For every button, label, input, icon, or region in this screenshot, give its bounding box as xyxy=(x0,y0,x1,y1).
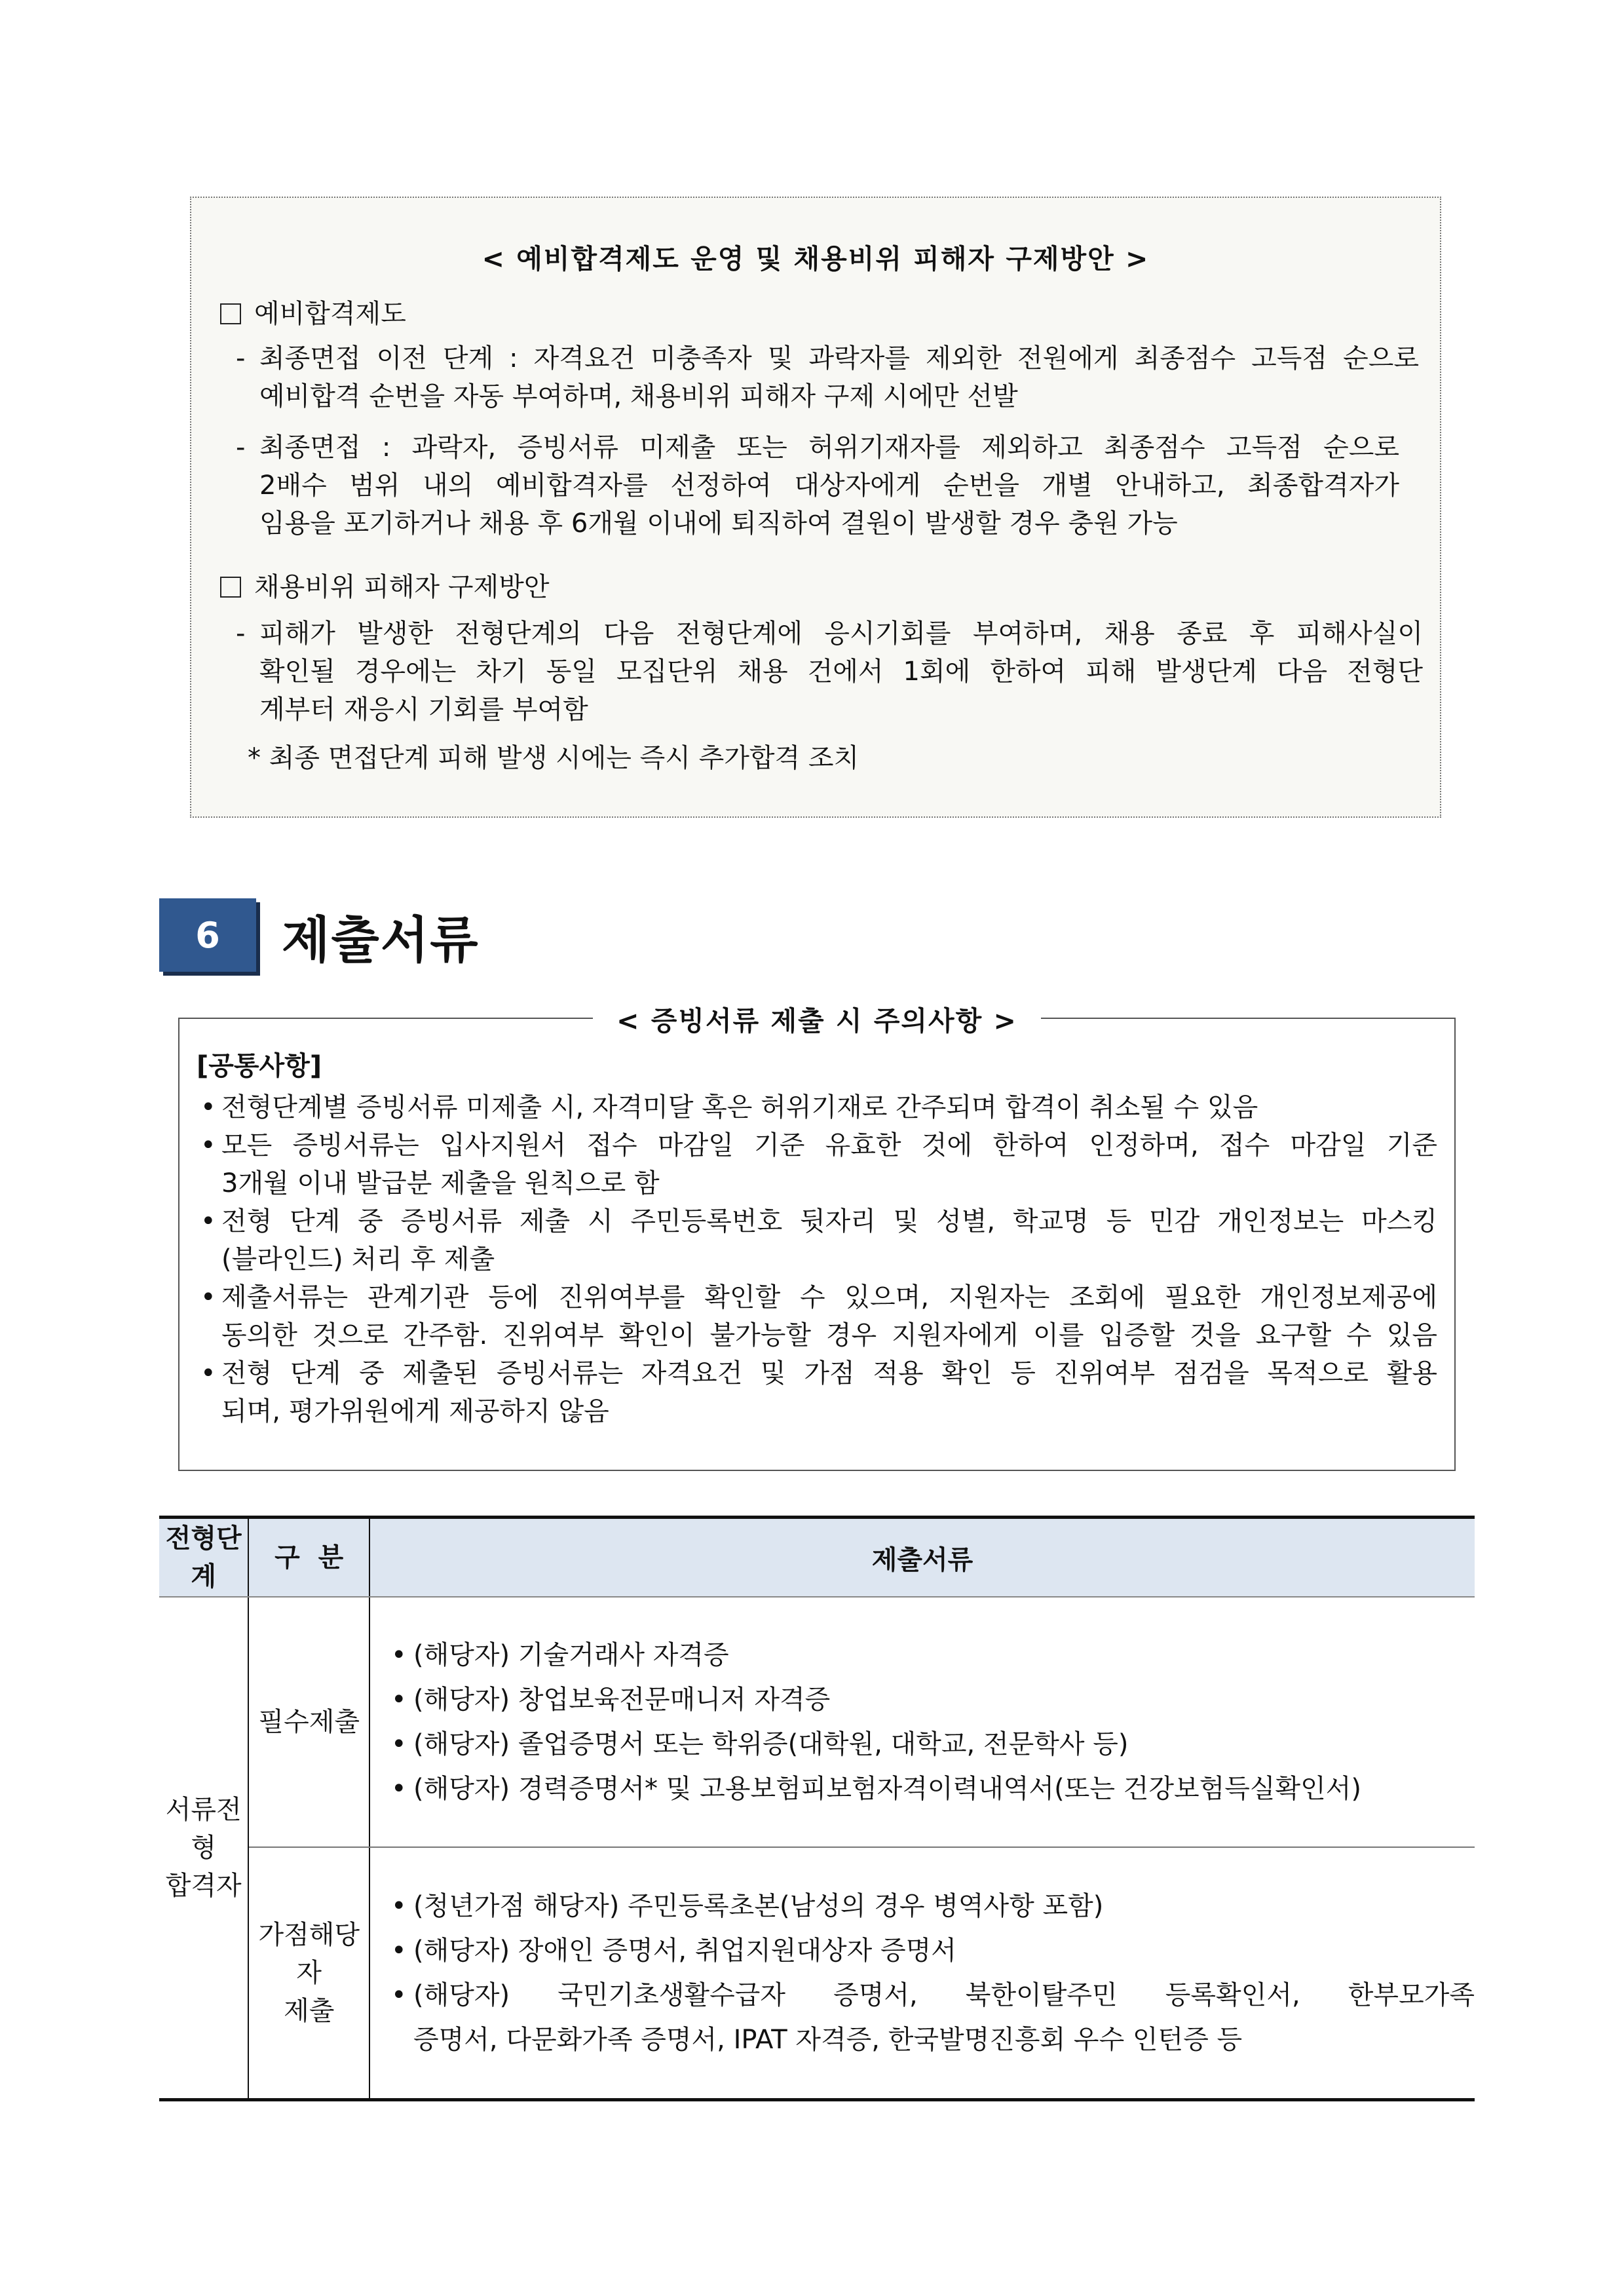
common-heading: [공통사항] xyxy=(197,1051,322,1081)
list-item: • 제출서류는 관계기관 등에 진위여부를 확인할 수 있으며, 지원자는 조회에 필요한 개인정보제공에 동의한 것으로 간주함. 진위여부 확인이 불가능할 경우 지원자에게 이를 입증할 것을 요구할 수 있음 xyxy=(199,1278,1437,1354)
checkbox-square-icon xyxy=(220,303,241,324)
bullet-icon: • xyxy=(391,1980,407,2010)
notice-title: < 예비합격제도 운영 및 채용비위 피해자 구제방안 > xyxy=(482,243,1150,275)
notice-item: - 최종면접 이전 단계 : 자격요건 미충족자 및 과락자를 제외한 전원에게 최종점수 고득점 순으로 예비합격 순번을 자동 부여하며, 채용비위 피해자 구제 시에만 선발 xyxy=(259,339,1419,415)
list-item: • (해당자) 창업보육전문매니저 자격증 xyxy=(391,1677,1475,1722)
notice-item: - 최종면접 : 과락자, 증빙서류 미제출 또는 허위기재자를 제외하고 최종점수 고득점 순으로 2배수 범위 내의 예비합격자를 선정하여 대상자에게 순번을 개별 안내하고, 최종합격자가 임용을 포기하거나 채용 후 6개월 이내에 퇴직하여 결원이 발생할 경우 충원 가능 xyxy=(259,429,1399,543)
caution-title: < 증빙서류 제출 시 주의사항 > xyxy=(179,999,1454,1038)
documents-list xyxy=(391,1633,1475,1811)
notice-item: - 피해가 발생한 전형단계의 다음 전형단계에 응시기회를 부여하며, 채용 종료 후 피해사실이 확인될 경우에는 차기 동일 모집단위 채용 건에서 1회에 한하여 피해 발생단계 다음 전형단 계부터 재응시 기회를 부여함 xyxy=(259,615,1423,729)
table-row xyxy=(159,1597,1475,1847)
stage-cell: 서류전형 합격자 xyxy=(159,1597,248,2100)
caution-bullet-list xyxy=(199,1088,1437,1430)
bullet-icon: • xyxy=(391,1640,407,1670)
table-row xyxy=(159,1847,1475,2100)
list-item: • (해당자) 경력증명서* 및 고용보험피보험자격이력내역서(또는 건강보험득실확인서) xyxy=(391,1767,1475,1811)
list-item: • 모든 증빙서류는 입사지원서 접수 마감일 기준 유효한 것에 한하여 인정하며, 접수 마감일 기준 3개월 이내 발급분 제출을 원칙으로 함 xyxy=(199,1126,1437,1202)
dash-marker: - xyxy=(236,343,246,373)
list-item: • (해당자) 졸업증명서 또는 학위증(대학원, 대학교, 전문학사 등) xyxy=(391,1722,1475,1767)
list-item: • 전형단계별 증빙서류 미제출 시, 자격미달 혹은 허위기재로 간주되며 합격이 취소될 수 있음 xyxy=(199,1088,1437,1126)
bullet-icon: • xyxy=(391,1936,407,1966)
list-item: • (해당자) 기술거래사 자격증 xyxy=(391,1633,1475,1677)
section-title: 제출서류 xyxy=(282,911,480,969)
header-stage: 전형단계 xyxy=(159,1518,248,1598)
bullet-icon: • xyxy=(391,1774,407,1804)
caution-box xyxy=(178,1005,1456,1471)
bullet-icon: • xyxy=(200,1206,216,1236)
notice-footnote: * 최종 면접단계 피해 발생 시에는 즉시 추가합격 조치 xyxy=(248,743,859,773)
bullet-icon: • xyxy=(391,1891,407,1921)
bullet-icon: • xyxy=(200,1130,216,1160)
category-cell: 필수제출 xyxy=(248,1597,369,1847)
list-item: • 전형 단계 중 증빙서류 제출 시 주민등록번호 뒷자리 및 성별, 학교명 등 민감 개인정보는 마스킹 (블라인드) 처리 후 제출 xyxy=(199,1202,1437,1278)
submission-documents-table xyxy=(159,1516,1475,2101)
section-heading-victim-relief: 채용비위 피해자 구제방안 xyxy=(220,566,549,603)
table-header-row xyxy=(159,1518,1475,1598)
notice-box xyxy=(190,197,1441,818)
checkbox-square-icon xyxy=(220,577,241,598)
list-item: • (청년가점 해당자) 주민등록초본(남성의 경우 병역사항 포함) xyxy=(391,1884,1475,1928)
header-category: 구 분 xyxy=(248,1518,369,1598)
bullet-icon: • xyxy=(391,1729,407,1759)
section-number-badge: 6 xyxy=(159,898,256,972)
category-cell: 가점해당자 제출 xyxy=(248,1847,369,2100)
list-item: • (해당자) 국민기초생활수급자 증명서, 북한이탈주민 등록확인서, 한부모가족 증명서, 다문화가족 증명서, IPAT 자격증, 한국발명진흥회 우수 인턴증 등 xyxy=(391,1973,1475,2062)
documents-list xyxy=(391,1884,1475,2062)
documents-cell xyxy=(369,1847,1475,2100)
section-heading-preliminary-pass: 예비합격제도 xyxy=(220,293,406,330)
bullet-icon: • xyxy=(200,1282,216,1312)
header-documents: 제출서류 xyxy=(369,1518,1475,1598)
list-item: • (해당자) 장애인 증명서, 취업지원대상자 증명서 xyxy=(391,1928,1475,1973)
bullet-icon: • xyxy=(200,1358,216,1388)
bullet-icon: • xyxy=(391,1685,407,1715)
list-item: • 전형 단계 중 제출된 증빙서류는 자격요건 및 가점 적용 확인 등 진위여부 점검을 목적으로 활용 되며, 평가위원에게 제공하지 않음 xyxy=(199,1354,1437,1430)
documents-cell xyxy=(369,1597,1475,1847)
dash-marker: - xyxy=(236,432,246,463)
bullet-icon: • xyxy=(200,1092,216,1122)
dash-marker: - xyxy=(236,619,246,649)
